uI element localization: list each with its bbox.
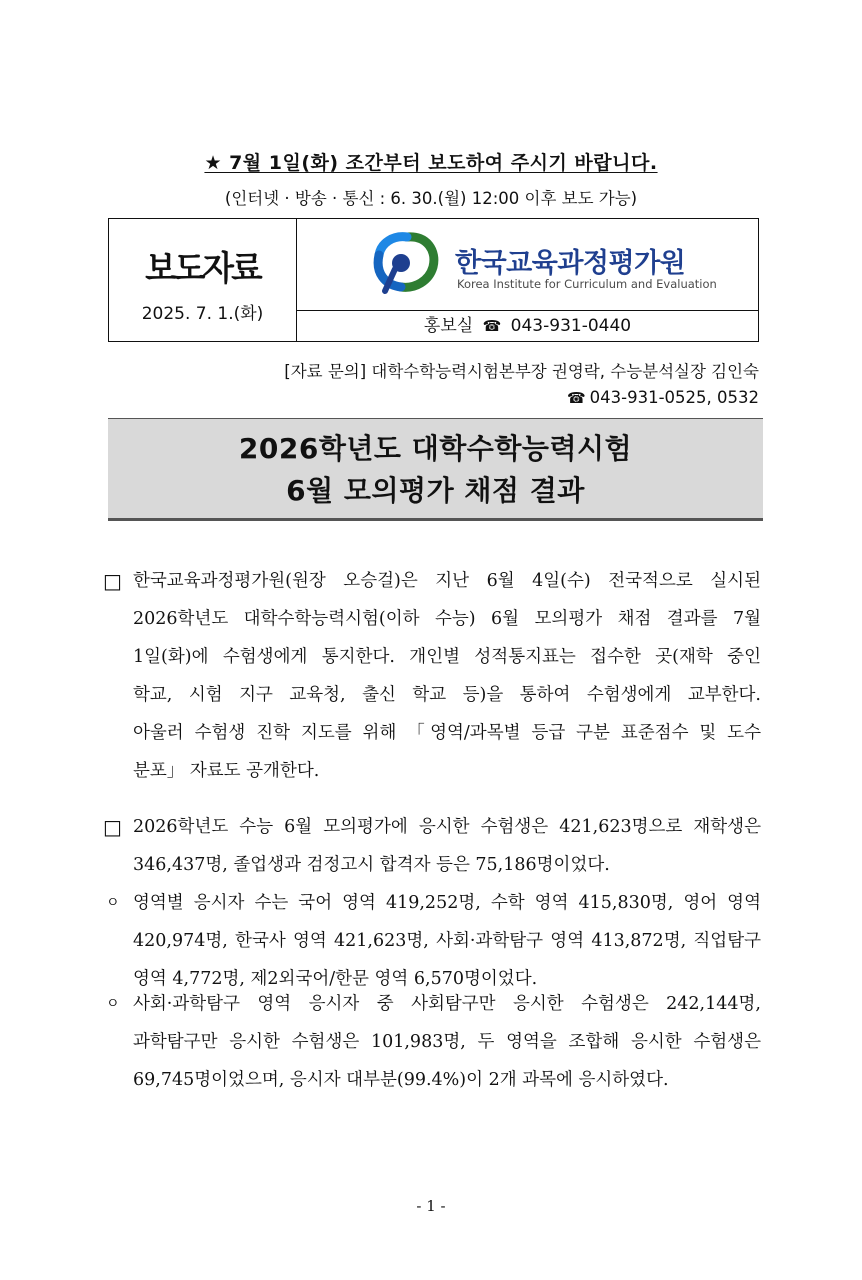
paragraph-inquiry-areas: [103, 985, 761, 1099]
paragraph-line: 1일(화)에 수험생에게 통지한다. 개인별 성적통지표는 접수한 곳(재학 중인: [133, 647, 761, 667]
paragraph-line: 영역 4,772명, 제2외국어/한문 영역 6,570명이었다.: [133, 969, 538, 989]
embargo-title: ★ 7월 1일(화) 조간부터 보도하여 주시기 바랍니다.: [204, 152, 658, 174]
inquiry-contact: [자료 문의] 대학수학능력시험본부장 권영락, 수능분석실장 김인숙: [284, 362, 759, 381]
org-logo-cell: [297, 219, 758, 311]
paragraph-line: □ 2026학년도 수능 6월 모의평가에 응시한 수험생은 421,623명으로 재학생은: [103, 808, 761, 846]
paragraph-line: 분포」 자료도 공개한다.: [133, 761, 320, 781]
paragraph-line: 2026학년도 대학수학능력시험(이하 수능) 6월 모의평가 채점 결과를 7월: [133, 609, 761, 629]
telephone-icon: ☎: [482, 317, 502, 335]
press-release-cell: [109, 219, 297, 341]
document-title-line-1: 2026학년도 대학수학능력시험: [238, 432, 633, 465]
page-number: - 1 -: [416, 1197, 446, 1215]
inquiry-phones: [563, 388, 759, 407]
pr-office-contact: [297, 311, 758, 341]
paragraph-line: 아울러 수험생 진학 지도를 위해 「영역/과목별 등급 구분 표준점수 및 도수: [133, 723, 761, 743]
release-date: 2025. 7. 1.(화): [141, 304, 264, 324]
paragraph-by-area: [103, 884, 761, 998]
paragraph-line: 과학탐구만 응시한 수험생은 101,983명, 두 영역을 조합해 응시한 수험생은: [133, 1032, 761, 1052]
paragraph-line: ㅇ 영역별 응시자 수는 국어 영역 419,252명, 수학 영역 415,830명, 영어 영역: [103, 884, 761, 922]
square-bullet-icon: □: [103, 815, 122, 839]
paragraph-line: 학교, 시험 지구 교육청, 출신 학교 등)을 통하여 수험생에게 교부한다.: [133, 685, 761, 705]
inquiry-phone-numbers: 043-931-0525, 0532: [589, 388, 759, 407]
document-title-box: [108, 418, 763, 521]
document-title-line-2: 6월 모의평가 채점 결과: [286, 474, 585, 507]
paragraph-line: 69,745명이었으며, 응시자 대부분(99.4%)이 2개 과목에 응시하였다.: [133, 1070, 669, 1090]
paragraph-line: ㅇ 사회·과학탐구 영역 응시자 중 사회탐구만 응시한 수험생은 242,144명,: [103, 985, 761, 1023]
paragraph-line: □ 한국교육과정평가원(원장 오승걸)은 지난 6월 4일(수) 전국적으로 실시된: [103, 562, 761, 600]
pr-office-label: 홍보실: [423, 316, 474, 336]
square-bullet-icon: □: [103, 569, 122, 593]
telephone-icon: ☎: [566, 389, 586, 407]
circle-bullet-icon: ㅇ: [106, 996, 120, 1012]
circle-bullet-icon: ㅇ: [106, 895, 120, 911]
pr-office-phone: 043-931-0440: [510, 316, 632, 336]
embargo-note: (인터넷 · 방송 · 통신 : 6. 30.(월) 12:00 이후 보도 가능): [224, 189, 638, 208]
paragraph-line: 346,437명, 졸업생과 검정고시 합격자 등은 75,186명이었다.: [133, 855, 610, 875]
paragraph-overview: [103, 562, 761, 790]
paragraph-applicants: [103, 808, 761, 884]
paragraph-line: 420,974명, 한국사 영역 421,623명, 사회·과학탐구 영역 413,872명, 직업탐구: [133, 931, 761, 951]
kice-logo-icon: [367, 229, 443, 299]
org-name-korean: 한국교육과정평가원: [455, 248, 686, 279]
org-name-english: Korea Institute for Curriculum and Evaluation: [457, 277, 717, 291]
header-box: [108, 218, 759, 342]
press-release-label: 보도자료: [145, 249, 260, 289]
